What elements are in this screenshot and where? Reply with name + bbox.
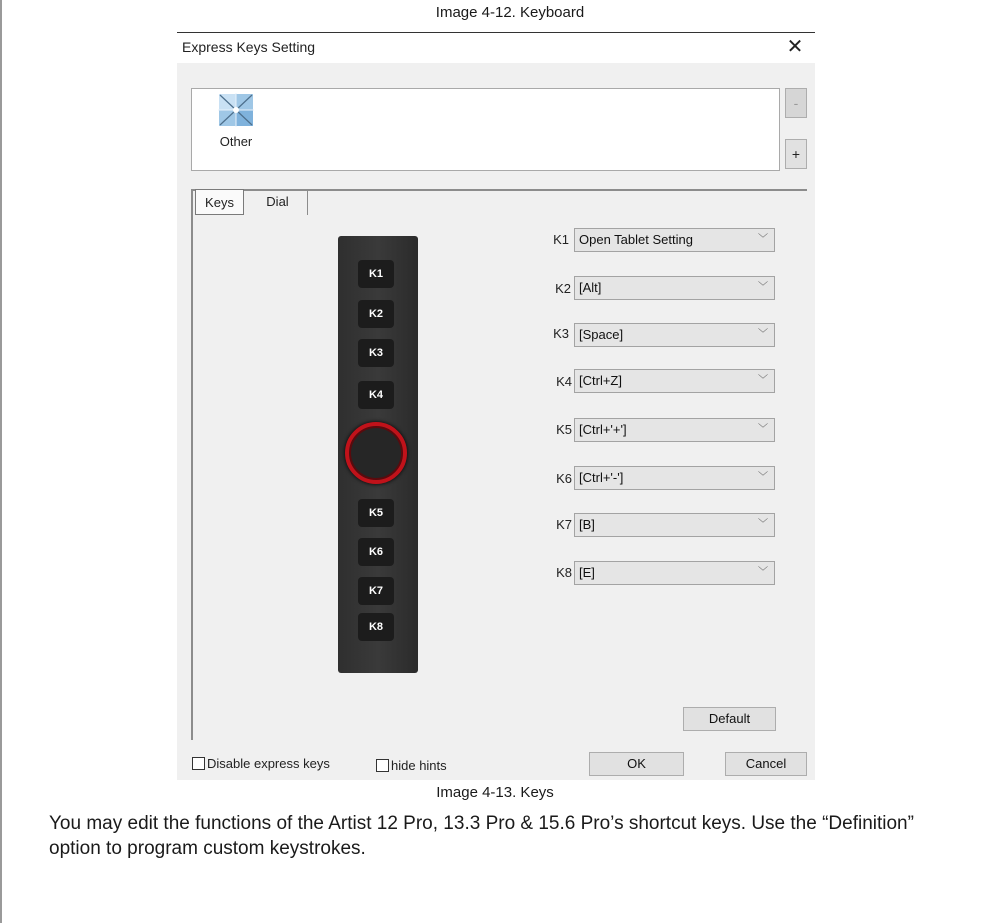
device-key-k5: K5 [358,499,394,527]
key-k1-select[interactable] [574,228,775,252]
tab-dial[interactable]: Dial [248,189,308,215]
key-k7-select[interactable] [574,513,775,537]
cancel-button[interactable]: Cancel [725,752,807,776]
body-paragraph: You may edit the functions of the Artist 12 Pro, 13.3 Pro & 15.6 Pro’s shortcut keys. Use the “Definition” option to program custom keystrokes. [49,813,914,859]
key-k1-value: Open Tablet Setting [579,232,693,247]
key-k7-value: [B] [579,517,595,532]
key-label-k4: K4 [556,374,572,389]
figure-caption-bottom: Image 4-13. Keys [436,784,554,801]
key-k6-value: [Ctrl+'-'] [579,470,624,485]
application-list[interactable] [191,88,780,171]
chevron-down-icon: ﹀ [758,234,768,245]
chevron-down-icon: ﹀ [758,329,768,340]
disable-express-keys-checkbox[interactable] [192,756,330,771]
key-label-k5: K5 [556,422,572,437]
default-button[interactable]: Default [683,707,776,731]
device-key-k4: K4 [358,381,394,409]
key-label-k2: K2 [555,281,571,296]
checkbox-box[interactable] [376,759,389,772]
key-k8-value: [E] [579,565,595,580]
app-item-other[interactable] [214,92,258,152]
close-button[interactable]: ✕ [786,36,804,58]
key-k6-select[interactable] [574,466,775,490]
chevron-down-icon: ﹀ [758,519,768,530]
key-k2-select[interactable] [574,276,775,300]
app-label: Other [219,134,253,149]
key-k5-select[interactable] [574,418,775,442]
settings-tab-panel [191,189,807,740]
tablet-keys-illustration [338,236,418,673]
device-key-k2: K2 [358,300,394,328]
hide-hints-checkbox[interactable] [376,758,447,773]
remove-app-button[interactable]: - [785,88,807,118]
key-k3-value: [Space] [579,327,624,342]
chevron-down-icon: ﹀ [758,567,768,578]
disable-express-keys-label: Disable express keys [207,756,330,771]
hide-hints-label: hide hints [391,758,447,773]
device-key-k1: K1 [358,260,394,288]
chevron-down-icon: ﹀ [758,282,768,293]
key-k2-value: [Alt] [579,280,602,295]
chevron-down-icon: ﹀ [758,375,768,386]
key-k4-select[interactable] [574,369,775,393]
dialog-titlebar [177,33,815,63]
device-key-k3: K3 [358,339,394,367]
chevron-down-icon: ﹀ [758,424,768,435]
dial-ring [345,422,407,484]
page-border [0,0,2,923]
key-label-k6: K6 [556,471,572,486]
figure-caption-top: Image 4-12. Keyboard [435,4,585,21]
key-k3-select[interactable] [574,323,775,347]
key-label-k1: K1 [553,232,569,247]
key-label-k3: K3 [553,326,569,341]
device-key-k6: K6 [358,538,394,566]
ok-button[interactable]: OK [589,752,684,776]
key-label-k8: K8 [556,565,572,580]
device-key-k7: K7 [358,577,394,605]
key-k8-select[interactable] [574,561,775,585]
chevron-down-icon: ﹀ [758,472,768,483]
key-k5-value: [Ctrl+'+'] [579,422,627,437]
dialog-title: Express Keys Setting [182,39,316,55]
key-label-k7: K7 [556,517,572,532]
tab-keys[interactable]: Keys [195,189,244,215]
express-keys-dialog [177,33,815,780]
device-key-k8: K8 [358,613,394,641]
other-app-icon [217,92,255,128]
add-app-button[interactable]: + [785,139,807,169]
checkbox-box[interactable] [192,757,205,770]
key-k4-value: [Ctrl+Z] [579,373,622,388]
